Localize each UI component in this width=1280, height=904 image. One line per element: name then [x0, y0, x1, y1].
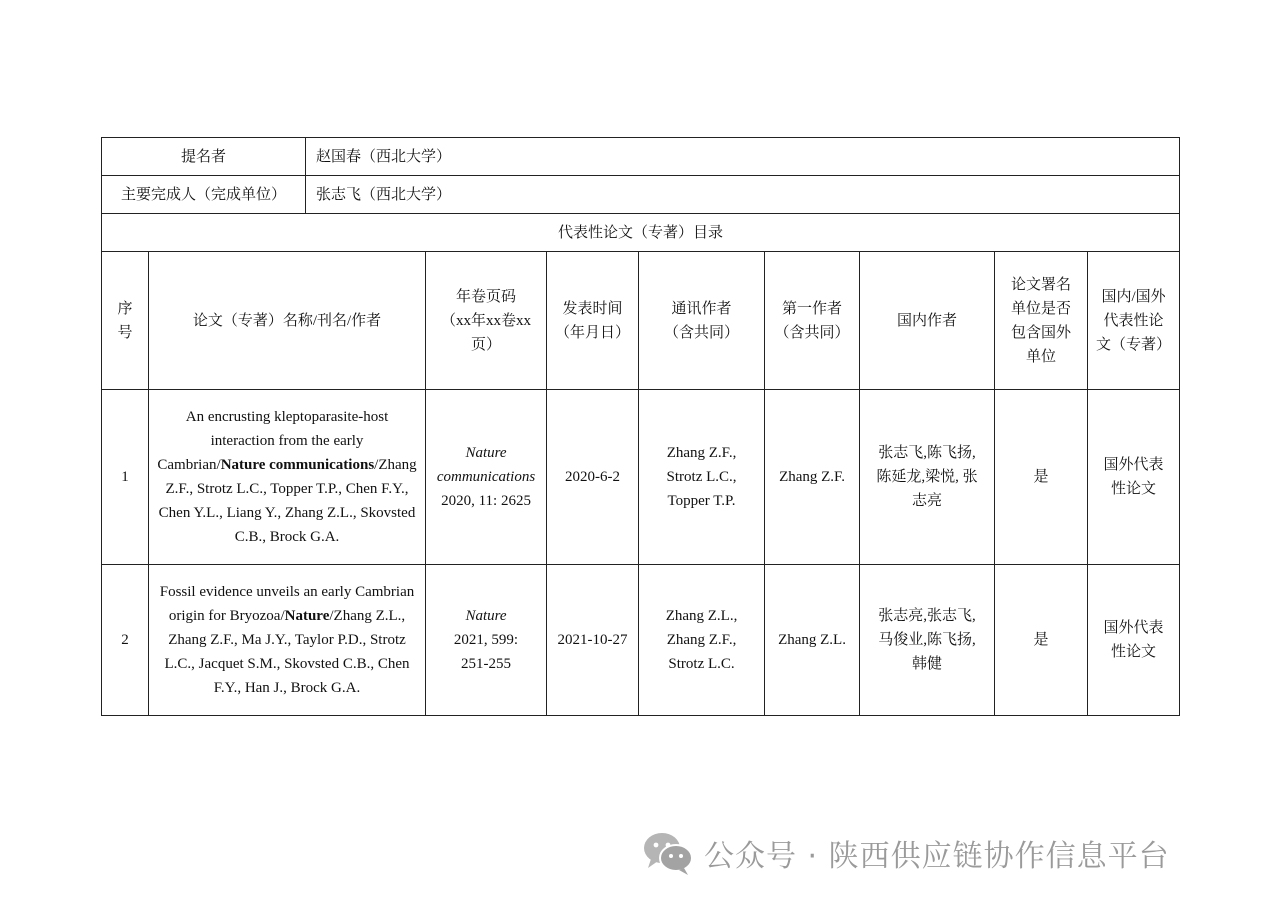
- wechat-icon: [642, 830, 694, 876]
- paper-domestic-authors: 张志飞,陈飞扬, 陈延龙,梁悦, 张 志亮: [860, 390, 995, 565]
- paper-first-author: Zhang Z.F.: [765, 390, 860, 565]
- paper-journal-italic: Nature: [465, 608, 507, 624]
- paper-foreign-unit: 是: [995, 565, 1088, 716]
- paper-journal-italic: Nature communications: [436, 445, 536, 485]
- column-header-row: [102, 252, 1180, 390]
- completer-row: [102, 176, 1180, 214]
- paper-volume: [426, 390, 547, 565]
- paper-journal: Nature: [284, 608, 330, 624]
- col-title: 论文（专著）名称/刊名/作者: [149, 252, 426, 390]
- paper-date: 2021-10-27: [547, 565, 639, 716]
- table-row: [102, 390, 1180, 565]
- paper-corresponding: Zhang Z.L., Zhang Z.F., Strotz L.C.: [639, 565, 765, 716]
- col-paper-type: 国内/国外 代表性论 文（专著）: [1088, 252, 1180, 390]
- completer-label: 主要完成人（完成单位）: [102, 176, 306, 214]
- paper-domestic-authors: 张志亮,张志飞, 马俊业,陈飞扬, 韩健: [860, 565, 995, 716]
- completer-value: 张志飞（西北大学）: [306, 176, 1180, 214]
- paper-volume: [426, 565, 547, 716]
- paper-title-text: Fossil evidence unveils an early Cambrian origin for Bryozoa/: [159, 584, 415, 624]
- paper-title: [149, 565, 426, 716]
- col-domestic-authors: 国内作者: [860, 252, 995, 390]
- nominator-label: 提名者: [102, 138, 306, 176]
- paper-journal: Nature communications: [220, 457, 375, 473]
- paper-corresponding: Zhang Z.F., Strotz L.C., Topper T.P.: [639, 390, 765, 565]
- table-row: [102, 565, 1180, 716]
- col-date: 发表时间 （年月日）: [547, 252, 639, 390]
- paper-volume-pages: 2021, 599: 251-255: [453, 632, 519, 672]
- paper-index: 2: [102, 565, 149, 716]
- col-corresponding: 通讯作者 （含共同）: [639, 252, 765, 390]
- col-volume: 年卷页码 （xx年xx卷xx 页）: [426, 252, 547, 390]
- paper-index: 1: [102, 390, 149, 565]
- section-title-row: [102, 214, 1180, 252]
- section-title: 代表性论文（专著）目录: [102, 214, 1180, 252]
- watermark: [642, 828, 1170, 878]
- col-first-author: 第一作者 （含共同）: [765, 252, 860, 390]
- paper-volume-pages: 2020, 11: 2625: [441, 493, 531, 509]
- representative-papers-table: [101, 137, 1180, 716]
- paper-foreign-unit: 是: [995, 390, 1088, 565]
- nominator-row: [102, 138, 1180, 176]
- paper-first-author: Zhang Z.L.: [765, 565, 860, 716]
- paper-type: 国外代表 性论文: [1088, 565, 1180, 716]
- col-index: 序 号: [102, 252, 149, 390]
- paper-title: [149, 390, 426, 565]
- watermark-text: 公众号 · 陕西供应链协作信息平台: [704, 839, 1170, 874]
- nominator-value: 赵国春（西北大学）: [306, 138, 1180, 176]
- paper-authors: /Zhang Z.F., Strotz L.C., Topper T.P., Chen F.Y., Chen Y.L., Liang Y., Zhang Z.L., Skovsted C.B., Brock G.A.: [158, 457, 417, 545]
- paper-authors: /Zhang Z.L., Zhang Z.F., Ma J.Y., Taylor P.D., Strotz L.C., Jacquet S.M., Skovsted C.B., Chen F.Y., Han J., Brock G.A.: [164, 608, 410, 696]
- col-foreign-unit: 论文署名 单位是否 包含国外 单位: [995, 252, 1088, 390]
- paper-title-text: An encrusting kleptoparasite-host interaction from the early Cambrian/: [157, 409, 389, 473]
- paper-date: 2020-6-2: [547, 390, 639, 565]
- paper-type: 国外代表 性论文: [1088, 390, 1180, 565]
